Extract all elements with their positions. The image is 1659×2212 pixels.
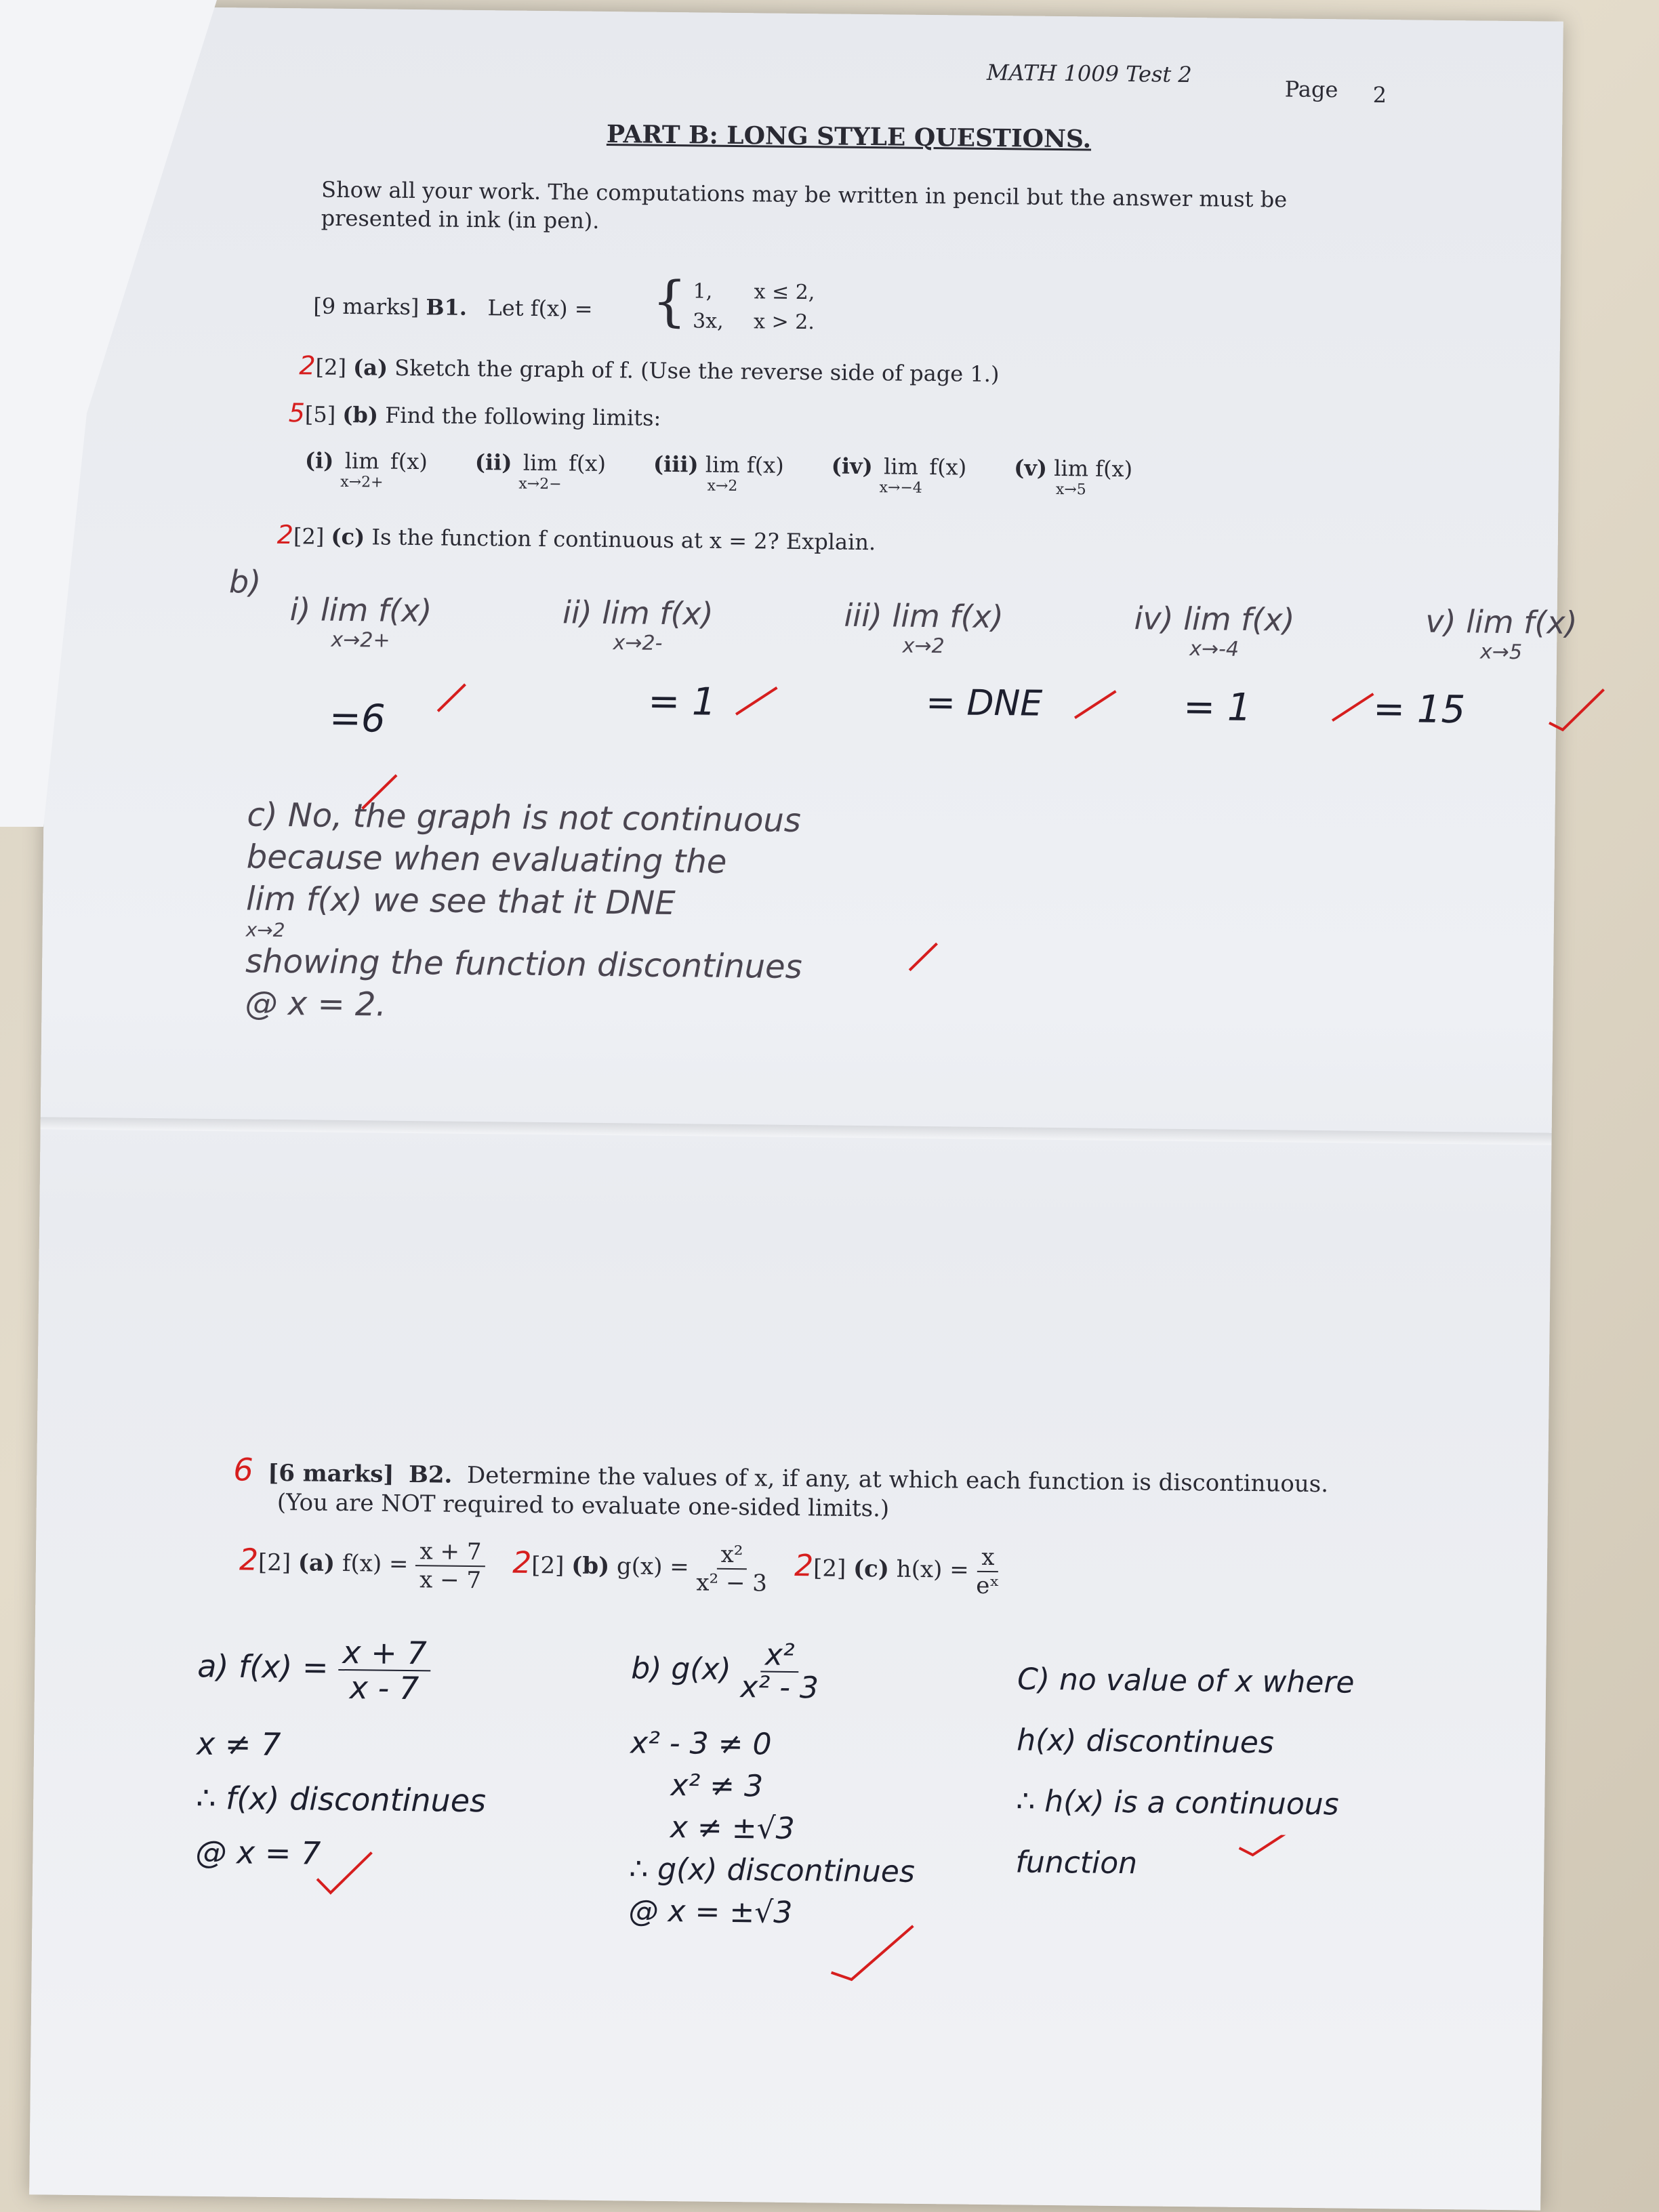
text-b1c: Is the function f continuous at x = 2? Explain.: [371, 524, 876, 556]
b2-parts-row: [239, 1536, 1000, 1599]
marks-b1a: [2]: [315, 354, 347, 380]
hw-b2a-head: a) f(x) = $\frac{x + 7}{x - 7}$: [197, 1634, 488, 1706]
b1-question: [313, 293, 593, 321]
score-b1c: 2: [276, 519, 294, 550]
text-b1a: Sketch the graph of f. (Use the reverse side of page 1.): [394, 354, 1000, 388]
hw-c-line-4: x→2: [245, 918, 285, 942]
instructions-line-2: presented in ink (in pen).: [321, 205, 600, 234]
hw-c-line-3: lim f(x) we see that it DNE: [245, 880, 676, 923]
hw-b2a-line-1: x ≠ 7: [196, 1725, 281, 1763]
page-number: 2: [1372, 81, 1387, 108]
part-title: PART B: LONG STYLE QUESTIONS.: [606, 119, 1092, 154]
limits-row: [305, 447, 1133, 499]
hw-answer-5: = 15: [1372, 687, 1466, 733]
cases-block: [693, 276, 815, 337]
case-1-condition: x ≤ 2,: [754, 280, 815, 305]
hw-c-line-2: because when evaluating the: [246, 838, 727, 881]
check-marks-b1c: [347, 768, 959, 977]
hw-limit-1: i) lim f(x) x→2+: [289, 591, 432, 653]
hw-limit-2: ii) lim f(x) x→2-: [562, 594, 714, 655]
hw-limit-5: v) lim f(x) x→5: [1425, 602, 1578, 665]
marks-b1b: [5]: [304, 401, 336, 428]
hw-limit-4: iv) lim f(x) x→-4: [1134, 600, 1295, 661]
score-b1b: 5: [288, 398, 306, 428]
b1-part-c: [277, 520, 876, 556]
b2-note: (You are NOT required to evaluate one-sided limits.): [276, 1489, 890, 1523]
hw-b2b-line-5: @ x = ±√3: [628, 1893, 793, 1931]
page-label: Page: [1284, 76, 1338, 103]
label-b1c: (c): [331, 523, 365, 550]
cases-brace: {: [651, 269, 687, 333]
test-paper: [29, 5, 1578, 2210]
b1-part-b: [288, 398, 661, 432]
hw-answer-3: = DNE: [925, 682, 1043, 724]
hw-limit-3: iii) lim f(x) x→2: [844, 596, 1004, 659]
b2-text: Determine the values of x, if any, at which each function is discontinuous.: [466, 1461, 1329, 1498]
hw-b2c-line-1: C) no value of x where: [1017, 1662, 1355, 1700]
limit-iii: (iii) lim x→2 f(x): [653, 451, 784, 495]
hw-b2c-line-4: function: [1015, 1845, 1138, 1881]
course-header: MATH 1009 Test 2: [986, 59, 1192, 88]
instructions-line-1: Show all your work. The computations may be written in pencil but the answer must be: [321, 176, 1288, 213]
paper-fold: [41, 1117, 1552, 1145]
hw-b2b-line-1: x² - 3 ≠ 0: [630, 1725, 772, 1762]
case-1-value: 1,: [693, 279, 713, 304]
check-1: [438, 684, 465, 711]
limit-v: (v) lim x→5 f(x): [1013, 455, 1133, 499]
b2-label: B2.: [408, 1461, 453, 1489]
check-marks-b2: [289, 1824, 1511, 2007]
hw-answer-1: =6: [329, 696, 386, 741]
score-b2: 6: [233, 1451, 253, 1488]
hw-c-line-1: c) No, the graph is not continuous: [247, 796, 802, 840]
label-b1a: (a): [352, 354, 388, 381]
check-b2a: [317, 1852, 372, 1893]
hw-b2b-line-2: x² ≠ 3: [670, 1768, 764, 1804]
limit-i: (i) lim x→2+ f(x): [304, 447, 428, 491]
text-b1b: Find the following limits:: [384, 402, 661, 431]
marks-b1c: [2]: [293, 523, 325, 550]
hw-b2b-head: b) g(x) $\frac{\text{x²}}{\text{x² - 3}}$: [631, 1637, 819, 1706]
b2-part-b: 2[2] (b) g(x) = $\frac{\text{x²}}{\text{x² − 3}}$: [512, 1540, 768, 1597]
label-b1b: (b): [342, 401, 379, 428]
hw-b2c-line-3: ∴ h(x) is a continuous: [1016, 1784, 1339, 1822]
limit-ii: (ii) lim x→2− f(x): [474, 449, 607, 493]
b2-part-a: 2[2] (a) f(x) = $\frac{x + 7}{x - 7}$: [239, 1536, 485, 1594]
hw-b2a-line-3: @ x = 7: [195, 1833, 321, 1872]
check-3: [1075, 691, 1115, 718]
check-c-dne: [909, 943, 937, 970]
hw-b2b-line-3: x ≠ ±√3: [670, 1810, 795, 1847]
hw-b2b-line-4: ∴ g(x) discontinues: [628, 1851, 916, 1889]
check-c-top: [363, 775, 397, 809]
check-2: [736, 687, 777, 715]
hw-b2a-line-2: ∴ f(x) discontinues: [196, 1779, 487, 1820]
hw-b2c-line-2: h(x) discontinues: [1016, 1723, 1275, 1761]
b2-part-c: 2[2] (c) h(x) = $\frac{x}{\text{eˣ}}$: [794, 1543, 1000, 1600]
check-5: [1549, 689, 1604, 731]
score-b1a: 2: [299, 350, 316, 381]
case-2-condition: x > 2.: [753, 310, 815, 335]
b1-let: Let f(x) =: [487, 295, 593, 322]
limit-iv: (iv) lim x→−4 f(x): [831, 453, 967, 497]
hw-b-label: b): [228, 563, 262, 600]
hw-c-line-5: showing the function discontinues: [245, 942, 802, 987]
check-b2b: [832, 1925, 914, 1980]
b2-marks: [6 marks]: [268, 1459, 394, 1488]
check-4: [1332, 693, 1373, 721]
hw-answer-4: = 1: [1183, 684, 1252, 730]
b1-marks: [9 marks]: [313, 293, 419, 321]
case-2-value: 3x,: [692, 309, 724, 333]
b1-part-a: [299, 350, 999, 388]
b1-label: B1.: [426, 294, 468, 321]
hw-answer-2: = 1: [647, 679, 716, 724]
hw-limits-row: [289, 591, 1578, 665]
check-marks-b1b: [424, 670, 1617, 764]
hw-c-line-6: @ x = 2.: [245, 984, 387, 1024]
